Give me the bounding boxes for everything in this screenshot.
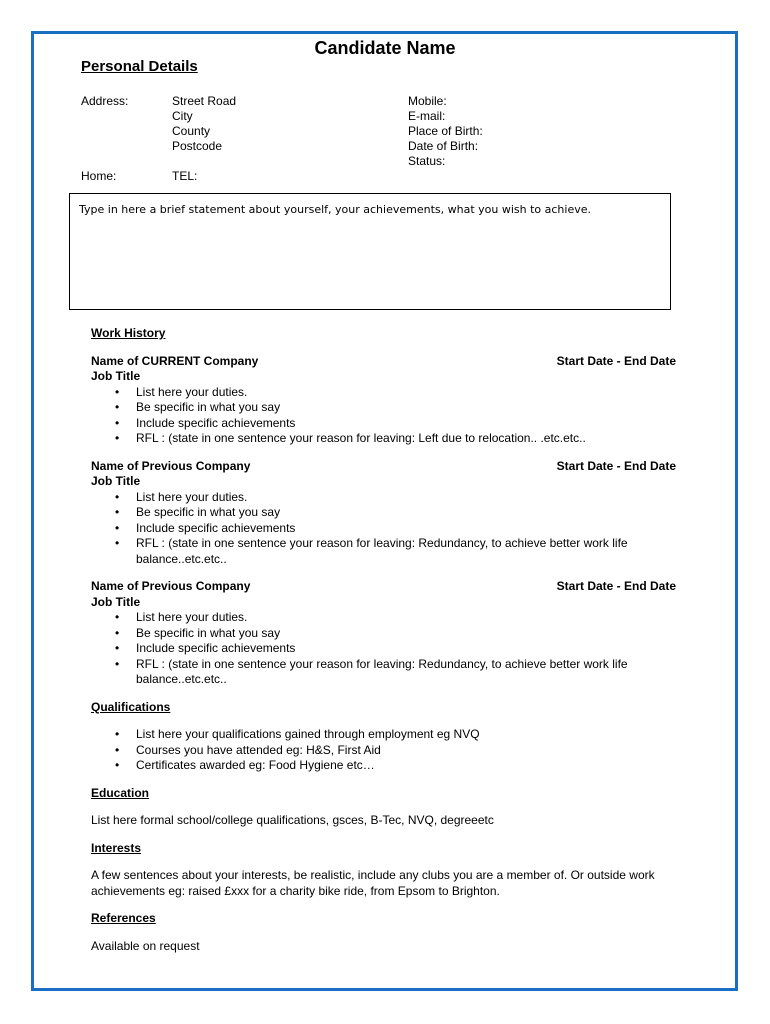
education-heading: Education [91, 785, 150, 800]
job-dates: Start Date - End Date [556, 579, 676, 593]
job-title: Job Title [91, 474, 141, 488]
address-line: City [172, 109, 193, 123]
list-item: • Be specific in what you say [136, 400, 676, 416]
list-item: • Be specific in what you say [136, 505, 676, 521]
summary-box[interactable] [69, 193, 671, 310]
education-text: List here formal school/college qualifications, gsces, B-Tec, NVQ, degreeetc [91, 813, 494, 827]
list-item: • RFL : (state in one sentence your reason for leaving: Left due to relocation.. .etc.etc.. [136, 431, 676, 447]
job-entry [91, 459, 676, 568]
contact-block [408, 94, 483, 169]
qualifications-list [91, 727, 676, 774]
summary-text: Type in here a brief statement about yourself, your achievements, what you wish to achieve. [79, 203, 591, 216]
work-history-heading: Work History [91, 326, 166, 340]
company-name: Name of Previous Company [91, 458, 251, 473]
address-line: Postcode [172, 139, 223, 153]
home-label: Home: [81, 169, 117, 183]
list-item: • List here your duties. [136, 610, 676, 626]
email-label: E-mail: [408, 109, 446, 123]
list-item: • RFL : (state in one sentence your reason for leaving: Redundancy, to achieve better work life balance..etc.etc.. [136, 657, 676, 688]
tel-label: TEL: [172, 169, 198, 183]
references-heading: References [91, 911, 156, 925]
job-entry [91, 579, 676, 688]
mobile-label: Mobile: [408, 94, 447, 108]
duties-list [91, 610, 676, 688]
main-content [91, 326, 676, 954]
date-of-birth-label: Date of Birth: [408, 139, 479, 153]
list-item: • Certificates awarded eg: Food Hygiene etc… [136, 758, 676, 774]
duties-list [91, 490, 676, 568]
job-entry [91, 354, 676, 447]
candidate-name: Candidate Name [314, 38, 456, 58]
address-line: County [172, 124, 211, 138]
company-name: Name of Previous Company [91, 579, 251, 593]
list-item: • List here your qualifications gained through employment eg NVQ [136, 727, 676, 743]
job-title: Job Title [91, 369, 141, 383]
list-item: • List here your duties. [136, 385, 676, 401]
qualifications-heading: Qualifications [91, 699, 171, 714]
list-item: • List here your duties. [136, 490, 676, 506]
duties-list [91, 385, 676, 447]
references-text: Available on request [91, 938, 200, 953]
list-item: • Be specific in what you say [136, 626, 676, 642]
status-label: Status: [408, 154, 446, 168]
place-of-birth-label: Place of Birth: [408, 124, 483, 138]
list-item: • Include specific achievements [136, 641, 676, 657]
address-label: Address: [81, 94, 129, 108]
job-title: Job Title [91, 594, 141, 609]
list-item: • Include specific achievements [136, 416, 676, 432]
interests-text: A few sentences about your interests, be realistic, include any clubs you are a member of. Or outside work achievements eg: raised £xxx for a charity bike ride, from Epsom to Brighton. [91, 868, 655, 898]
job-dates: Start Date - End Date [556, 458, 676, 473]
company-name: Name of CURRENT Company [91, 353, 259, 368]
list-item: • Include specific achievements [136, 521, 676, 537]
job-dates: Start Date - End Date [556, 353, 676, 368]
list-item: • RFL : (state in one sentence your reason for leaving: Redundancy, to achieve better work life balance..etc.etc.. [136, 536, 676, 567]
address-line: Street Road [172, 94, 237, 108]
interests-heading: Interests [91, 840, 142, 855]
personal-details-heading: Personal Details [81, 58, 198, 75]
address-block [172, 94, 236, 154]
list-item: • Courses you have attended eg: H&S, First Aid [136, 743, 676, 759]
